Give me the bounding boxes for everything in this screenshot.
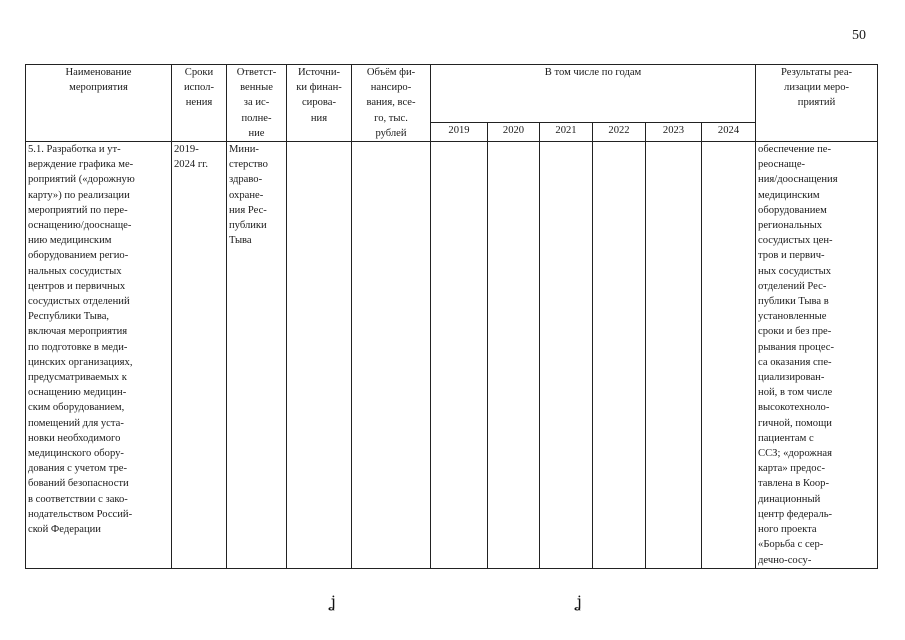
page-number: 50 xyxy=(852,28,866,43)
row-value-2023 xyxy=(646,142,702,569)
year-2022: 2022 xyxy=(593,123,646,142)
header-deadline: Сроки испол- нения xyxy=(172,65,227,142)
year-2019: 2019 xyxy=(431,123,488,142)
header-volume: Объём фи- нансиро- вания, все- го, тыс. рублей xyxy=(352,65,431,142)
year-2023: 2023 xyxy=(646,123,702,142)
scan-mark-right: ʝ xyxy=(576,592,582,611)
row-deadline: 2019- 2024 гг. xyxy=(172,142,227,569)
row-name: 5.1. Разработка и ут- верждение графика ме- роприятий («дорожную карту») по реализации мероприятий по пере- оснащению/дооснаще- нию медицинским оборудованием регио- нальных сосудистых центров и первичных сосудистых отделений Республики Тыва, включая мероприятия по подготовке в меди- цинских организациях, предусматриваемых к оснащению медицин- ским оборудованием, помещений для уста- новки необходимого медицинского обору- дования с учетом тре- бований безопасности в соответствии с зако- нодательством Россий- ской Федерации xyxy=(26,142,172,569)
header-sources: Источни- ки финан- сирова- ния xyxy=(287,65,352,142)
header-row xyxy=(26,65,878,123)
row-results: обеспечение пе- реоснаще- ния/дооснащения медицинским оборудованием региональных сосудистых цен- тров и первич- ных сосудистых отделений Рес- публики Тыва в установленные сроки и без пре- рывания процес- са оказания спе- циализирован- ной, в том числе высокотехноло- гичной, помощи пациентам с ССЗ; «дорожная карта» предос- тавлена в Коор- динационный центр федераль- ного проекта «Борьба с сер- дечно-сосу- xyxy=(756,142,878,569)
row-value-2024 xyxy=(702,142,756,569)
scan-mark-left: ʝ xyxy=(330,592,336,611)
header-responsible: Ответст- венные за ис- полне- ние xyxy=(227,65,287,142)
table-row xyxy=(26,142,878,569)
row-responsible: Мини- стерство здраво- охране- ния Рес- публики Тыва xyxy=(227,142,287,569)
row-value-2019 xyxy=(431,142,488,569)
row-value-2021 xyxy=(540,142,593,569)
row-sources xyxy=(287,142,352,569)
plan-table xyxy=(25,64,878,569)
header-name: Наименование мероприятия xyxy=(26,65,172,142)
header-results: Результаты реа- лизации меро- приятий xyxy=(756,65,878,142)
year-2021: 2021 xyxy=(540,123,593,142)
header-by-years: В том числе по годам xyxy=(431,65,756,123)
row-volume xyxy=(352,142,431,569)
row-value-2020 xyxy=(488,142,540,569)
year-2020: 2020 xyxy=(488,123,540,142)
row-value-2022 xyxy=(593,142,646,569)
year-2024: 2024 xyxy=(702,123,756,142)
